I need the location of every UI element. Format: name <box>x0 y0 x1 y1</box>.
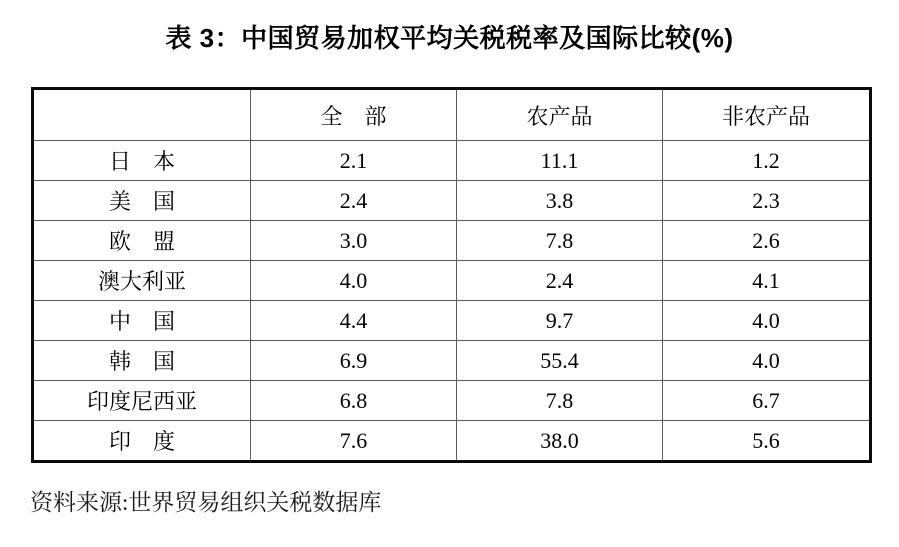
value-cell-nonagri: 6.7 <box>663 381 871 421</box>
table-row-indonesia <box>33 381 871 421</box>
source-note: 资料来源:世界贸易组织关税数据库 <box>30 490 382 515</box>
value-cell-agri: 2.4 <box>457 261 663 301</box>
country-cell: 印度尼西亚 <box>33 381 251 421</box>
country-cell: 中 国 <box>33 301 251 341</box>
value-cell-all: 6.8 <box>251 381 457 421</box>
value-cell-all: 7.6 <box>251 421 457 462</box>
header-non-agricultural: 非农产品 <box>663 89 871 141</box>
value-cell-all: 2.4 <box>251 181 457 221</box>
value-cell-nonagri: 4.1 <box>663 261 871 301</box>
table-row-australia <box>33 261 871 301</box>
value-cell-agri: 38.0 <box>457 421 663 462</box>
table-row-india <box>33 421 871 462</box>
table-row-korea <box>33 341 871 381</box>
value-cell-all: 3.0 <box>251 221 457 261</box>
value-cell-nonagri: 4.0 <box>663 301 871 341</box>
country-cell: 美 国 <box>33 181 251 221</box>
country-cell: 日 本 <box>33 141 251 181</box>
country-cell: 韩 国 <box>33 341 251 381</box>
value-cell-nonagri: 5.6 <box>663 421 871 462</box>
country-cell: 印 度 <box>33 421 251 462</box>
value-cell-agri: 7.8 <box>457 221 663 261</box>
table-row-eu <box>33 221 871 261</box>
value-cell-agri: 9.7 <box>457 301 663 341</box>
value-cell-all: 6.9 <box>251 341 457 381</box>
header-country-blank <box>33 89 251 141</box>
tariff-table <box>31 87 872 463</box>
value-cell-nonagri: 2.3 <box>663 181 871 221</box>
country-cell: 欧 盟 <box>33 221 251 261</box>
value-cell-agri: 7.8 <box>457 381 663 421</box>
value-cell-agri: 11.1 <box>457 141 663 181</box>
value-cell-nonagri: 2.6 <box>663 221 871 261</box>
value-cell-agri: 3.8 <box>457 181 663 221</box>
table-row-usa <box>33 181 871 221</box>
value-cell-all: 2.1 <box>251 141 457 181</box>
table-caption: 表 3：中国贸易加权平均关税税率及国际比较(%) <box>165 23 734 53</box>
value-cell-nonagri: 4.0 <box>663 341 871 381</box>
header-agricultural: 农产品 <box>457 89 663 141</box>
country-cell: 澳大利亚 <box>33 261 251 301</box>
value-cell-all: 4.0 <box>251 261 457 301</box>
value-cell-agri: 55.4 <box>457 341 663 381</box>
value-cell-nonagri: 1.2 <box>663 141 871 181</box>
header-all: 全 部 <box>251 89 457 141</box>
header-row <box>33 89 871 141</box>
table-row-japan <box>33 141 871 181</box>
table-row-china <box>33 301 871 341</box>
value-cell-all: 4.4 <box>251 301 457 341</box>
